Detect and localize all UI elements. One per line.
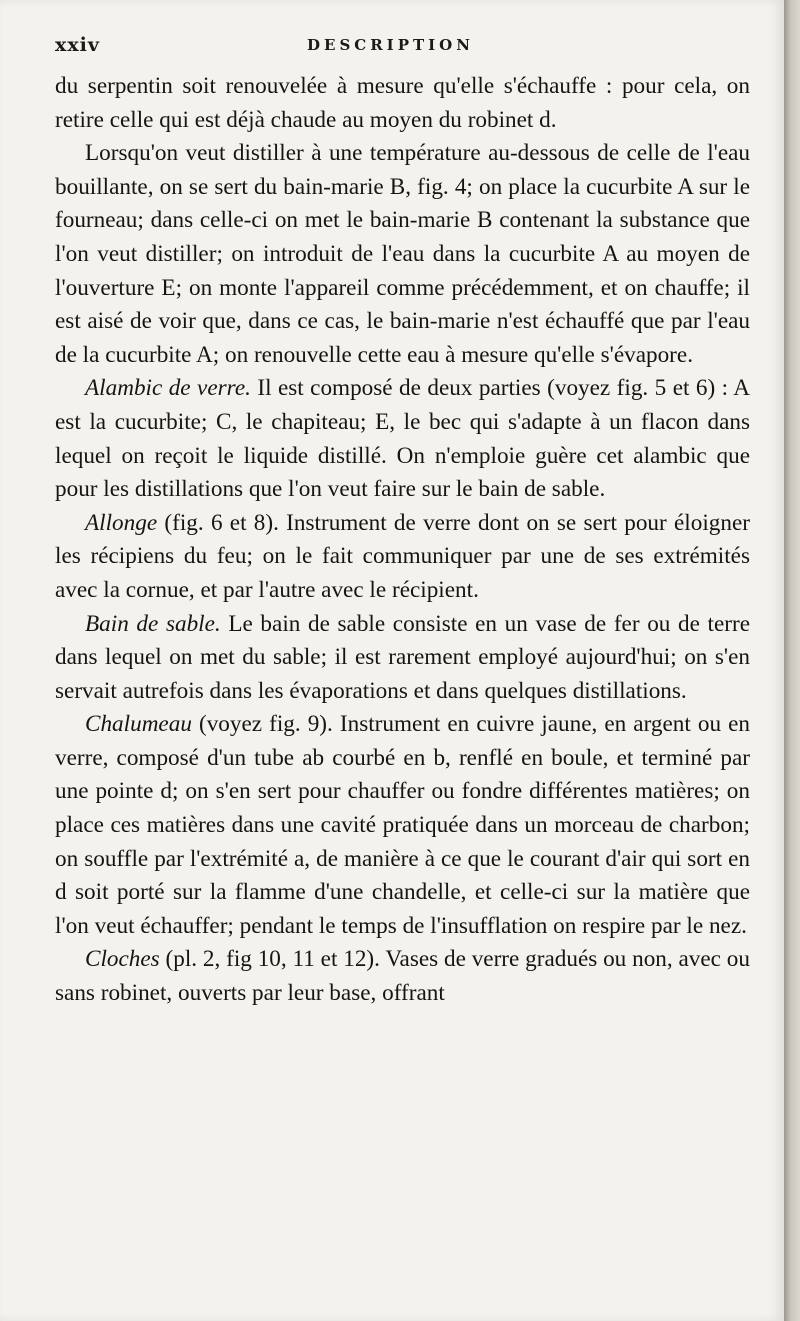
running-head — [55, 34, 755, 60]
page-edge-shadow — [784, 0, 800, 1321]
page-number: xxiv — [55, 34, 100, 56]
paragraph-text: Lorsqu'on veut distiller à une température au-dessous de celle de l'eau bouillante, on se sert du bain-marie B, fig. 4; on place la cucurbite A sur le fourneau; dans celle-ci on met le bain-marie B contenant la substance que l'on veut distiller; on introduit de l'eau dans la cucurbite A au moyen de l'ouverture E; on monte l'appareil comme précédemment, et on chauffe; il est aisé de voir que, dans ce cas, le bain-marie n'est échauffé que par l'eau de la cucurbite A; on renouvelle cette eau à mesure qu'elle s'évapore. — [55, 140, 750, 368]
entry-term: Alambic de verre. — [85, 375, 251, 402]
entry-bain-de-sable — [55, 608, 750, 709]
entry-cloches — [55, 943, 750, 1010]
entry-definition: Le bain de sable consiste en un vase de fer ou de terre dans lequel on met du sable; il est rarement employé aujourd'hui; on s'en servait autrefois dans les évaporations et dans quelques distillations. — [55, 610, 751, 704]
entry-term: Bain de sable. — [85, 610, 221, 637]
entry-chalumeau — [55, 708, 750, 943]
running-title: DESCRIPTION — [307, 36, 474, 54]
paragraph-serpentin-continued — [55, 70, 750, 137]
entry-term: Chalumeau — [85, 711, 192, 738]
body-text — [55, 70, 750, 1011]
entry-definition: Il est composé de deux parties (voyez fig. 5 et 6) : A est la cucurbite; C, le chapiteau; E, le bec qui s'adapte à un flacon dans lequel on reçoit le liquide distillé. On n'emploie guère cet alambic que pour les distillations que l'on veut faire sur le bain de sable. — [55, 375, 750, 503]
entry-term: Allonge — [85, 509, 158, 536]
paragraph-text: du serpentin soit renouvelée à mesure qu'elle s'échauffe : pour cela, on retire celle qui est déjà chaude au moyen du robinet d. — [55, 73, 750, 133]
paragraph-bain-marie — [55, 137, 750, 372]
entry-allonge — [55, 507, 750, 608]
entry-alambic-de-verre — [55, 372, 750, 506]
entry-definition: (pl. 2, fig 10, 11 et 12). Vases de verre gradués ou non, avec ou sans robinet, ouverts par leur base, offrant — [55, 946, 750, 1007]
entry-term: Cloches — [85, 946, 160, 973]
entry-definition: (fig. 6 et 8). Instrument de verre dont on se sert pour éloigner les récipiens du feu; on le fait communiquer par une de ses extrémités avec la cornue, et par l'autre avec le récipient. — [55, 509, 750, 603]
entry-definition: (voyez fig. 9). Instrument en cuivre jaune, en argent ou en verre, composé d'un tube ab courbé en b, renflé en boule, et terminé par une pointe d; on s'en sert pour chauffer ou fondre différentes matières; on place ces matières dans une cavité pratiquée dans un morceau de charbon; on souffle par l'extrémité a, de manière à ce que le courant d'air qui sort en d soit porté sur la flamme d'une chandelle, et celle-ci sur la matière que l'on veut échauffer; pendant le temps de l'insufflation on respire par le nez. — [55, 711, 750, 939]
